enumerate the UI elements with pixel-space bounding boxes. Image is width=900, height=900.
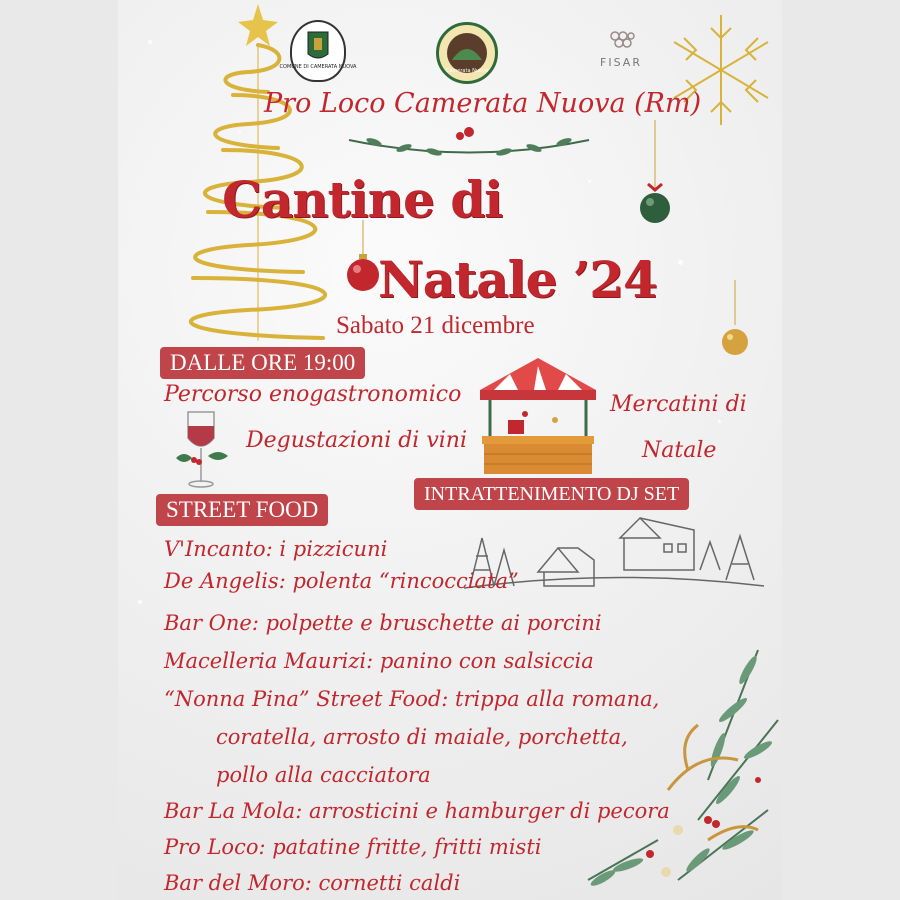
food-item: Bar del Moro: cornetti caldi [164,871,461,895]
entertainment-tag: INTRATTENIMENTO DJ SET [414,478,689,510]
activity-mercatini-1: Mercatini di [610,392,747,417]
svg-text:Camerata Nuova: Camerata Nuova [445,68,489,74]
market-stall-icon [470,354,606,476]
time-tag: DALLE ORE 19:00 [160,347,365,379]
wine-glass-icon [170,408,236,494]
organizer-name: Pro Loco Camerata Nuova (Rm) [264,88,702,119]
comune-logo [279,20,357,82]
fisar-logo: FISAR [596,28,646,69]
food-item: Bar One: polpette e bruschette ai porcini [164,611,602,635]
food-item: Bar La Mola: arrosticini e hamburger di pecora [164,799,670,823]
green-ornament-icon [638,120,672,230]
activity-percorso: Percorso enogastronomico [164,382,462,407]
svg-text:COMUNE DI CAMERATA NUOVA: COMUNE DI CAMERATA NUOVA [279,64,357,70]
title-line-1: Cantine di [222,170,503,229]
food-item-continued: coratella, arrosto di maiale, porchetta, [216,725,628,749]
event-date: Sabato 21 dicembre [336,312,535,339]
pro-loco-logo [436,22,498,84]
poster [118,0,782,900]
street-food-tag: STREET FOOD [156,494,328,526]
food-item: “Nonna Pina” Street Food: trippa alla romana, [164,687,660,711]
activity-degustazioni: Degustazioni di vini [246,428,468,453]
garland-decoration [344,120,594,166]
food-item: Macelleria Maurizi: panino con salsiccia [164,649,594,673]
title-line-2: Natale ’24 [378,250,657,309]
grapes-icon [607,28,635,52]
food-item: V'Incanto: i pizzicuni [164,537,388,561]
pine-branch-decoration [558,640,782,900]
food-item: Pro Loco: patatine fritte, fritti misti [164,835,542,859]
gold-ornament-icon [718,280,752,360]
food-item: De Angelis: polenta “rincocciata” [164,569,519,593]
coat-of-arms-icon [279,28,357,74]
food-item-continued: pollo alla cacciatora [216,763,431,787]
star-icon [238,4,278,46]
red-ornament-icon [346,220,380,295]
activity-mercatini-2: Natale [642,438,717,463]
